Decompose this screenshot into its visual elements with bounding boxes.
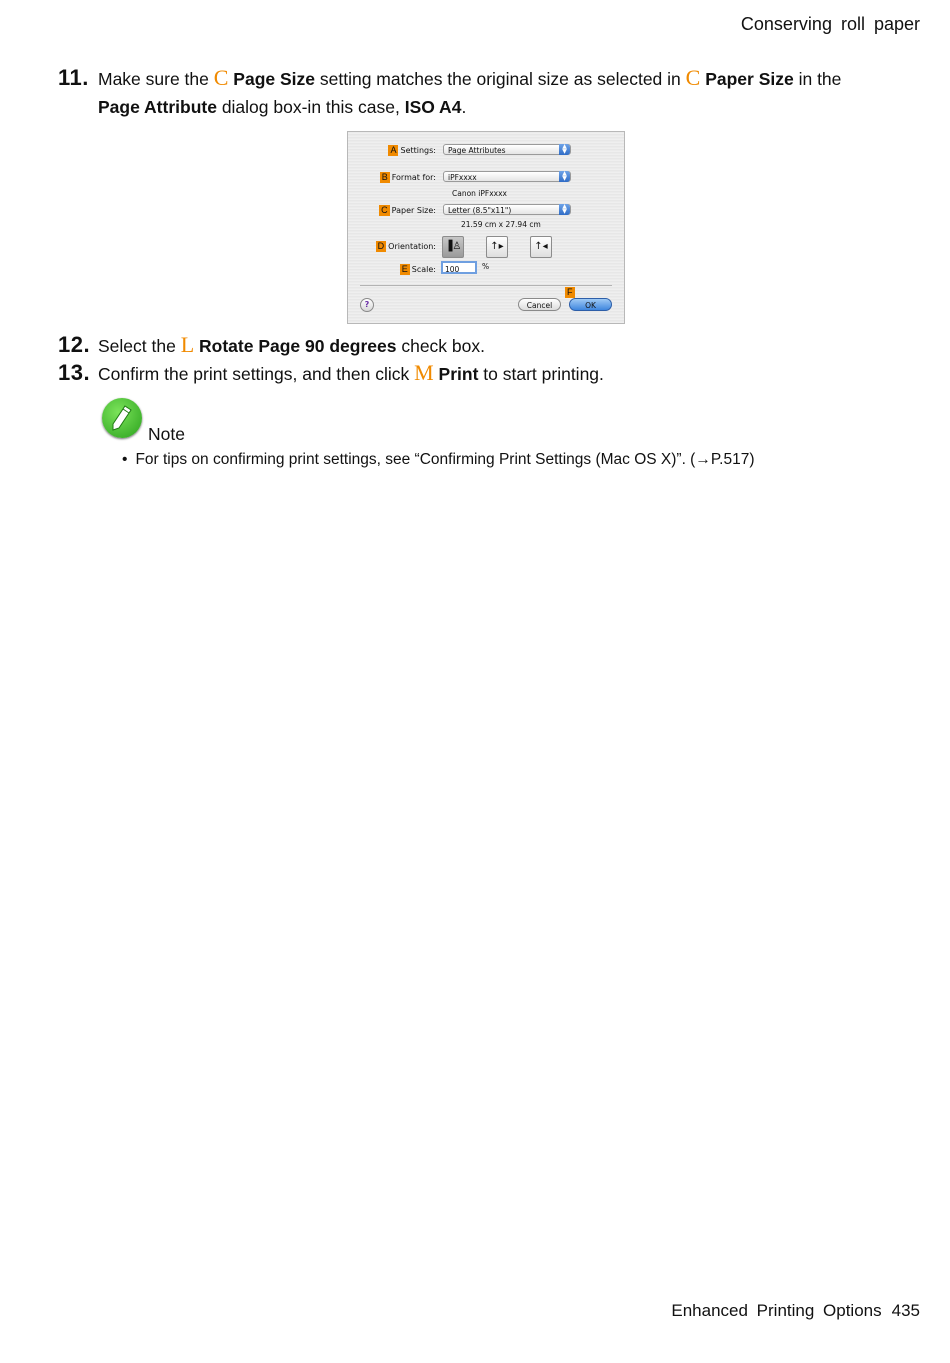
footer-section: Enhanced Printing Options — [671, 1301, 882, 1320]
settings-popup[interactable]: Page Attributes ▲ ▼ — [443, 144, 571, 155]
note-title: Note — [148, 424, 185, 444]
divider — [360, 285, 612, 286]
callout-badge: B — [381, 172, 388, 182]
note-item: • For tips on confirming print settings, see “Confirming Print Settings (Mac OS X)”. (→P.517) — [122, 451, 755, 468]
step-11: 11. Make sure the C Page Size setting matches the original size as selected in C Paper Size in the Page Attribute dialog box-in this case, ISO A4. — [58, 65, 842, 117]
page-footer — [671, 1301, 920, 1321]
scale-input[interactable]: 100 — [441, 261, 477, 274]
reverse-landscape-icon: ↑◂ — [534, 241, 548, 252]
popup-arrows-icon: ▲ ▼ — [559, 171, 570, 182]
orientation-row: D Orientation: ▐♙ ↑▸ ↑◂ — [348, 236, 624, 258]
popup-arrows-icon: ▲ ▼ — [559, 144, 570, 155]
callout-badge: E — [401, 264, 408, 274]
settings-row: A Settings: Page Attributes ▲ ▼ — [348, 144, 624, 158]
scale-row: E Scale: 100 % — [401, 262, 490, 274]
popup-arrows-icon: ▲ ▼ — [559, 204, 570, 215]
step-12: 12. Select the L Rotate Page 90 degrees check box. — [58, 332, 485, 357]
page-attributes-dialog — [347, 131, 625, 324]
cancel-button[interactable]: Cancel — [518, 298, 561, 311]
printer-name: Canon iPFxxxx — [452, 189, 507, 198]
step-number: 11. — [58, 65, 89, 90]
page-number: 435 — [891, 1301, 920, 1320]
callout-letter: C — [685, 65, 701, 90]
landscape-icon: ↑▸ — [490, 241, 504, 252]
callout-badge: D — [377, 241, 385, 251]
landscape-orientation-button[interactable] — [486, 236, 508, 258]
callout-letter: C — [213, 65, 229, 90]
format-for-popup[interactable]: iPFxxxx ▲ ▼ — [443, 171, 571, 182]
step-13: 13. Confirm the print settings, and then click M Print to start printing. — [58, 360, 604, 385]
callout-badge: A — [390, 145, 397, 155]
reverse-landscape-orientation-button[interactable] — [530, 236, 552, 258]
step-number: 12. — [58, 332, 91, 357]
callout-letter: L — [180, 332, 195, 357]
running-header: Conserving roll paper — [740, 14, 920, 34]
portrait-icon: ▐♙ — [444, 241, 462, 252]
portrait-orientation-button[interactable] — [442, 236, 464, 258]
callout-badge: F — [567, 287, 573, 297]
help-button[interactable]: ? — [360, 298, 374, 312]
scale-unit: % — [482, 262, 490, 271]
paper-size-row: C Paper Size: Letter (8.5"x11") ▲ ▼ — [348, 204, 624, 218]
pencil-note-icon — [102, 398, 142, 438]
paper-dimensions: 21.59 cm x 27.94 cm — [461, 220, 541, 229]
paper-size-popup[interactable]: Letter (8.5"x11") ▲ ▼ — [443, 204, 571, 215]
callout-letter: M — [414, 360, 434, 385]
format-for-row: B Format for: iPFxxxx ▲ ▼ — [348, 171, 624, 185]
step-number: 13. — [58, 360, 91, 385]
callout-badge: C — [381, 205, 388, 215]
bullet: • — [122, 451, 128, 468]
ok-button[interactable]: OK — [569, 298, 612, 311]
